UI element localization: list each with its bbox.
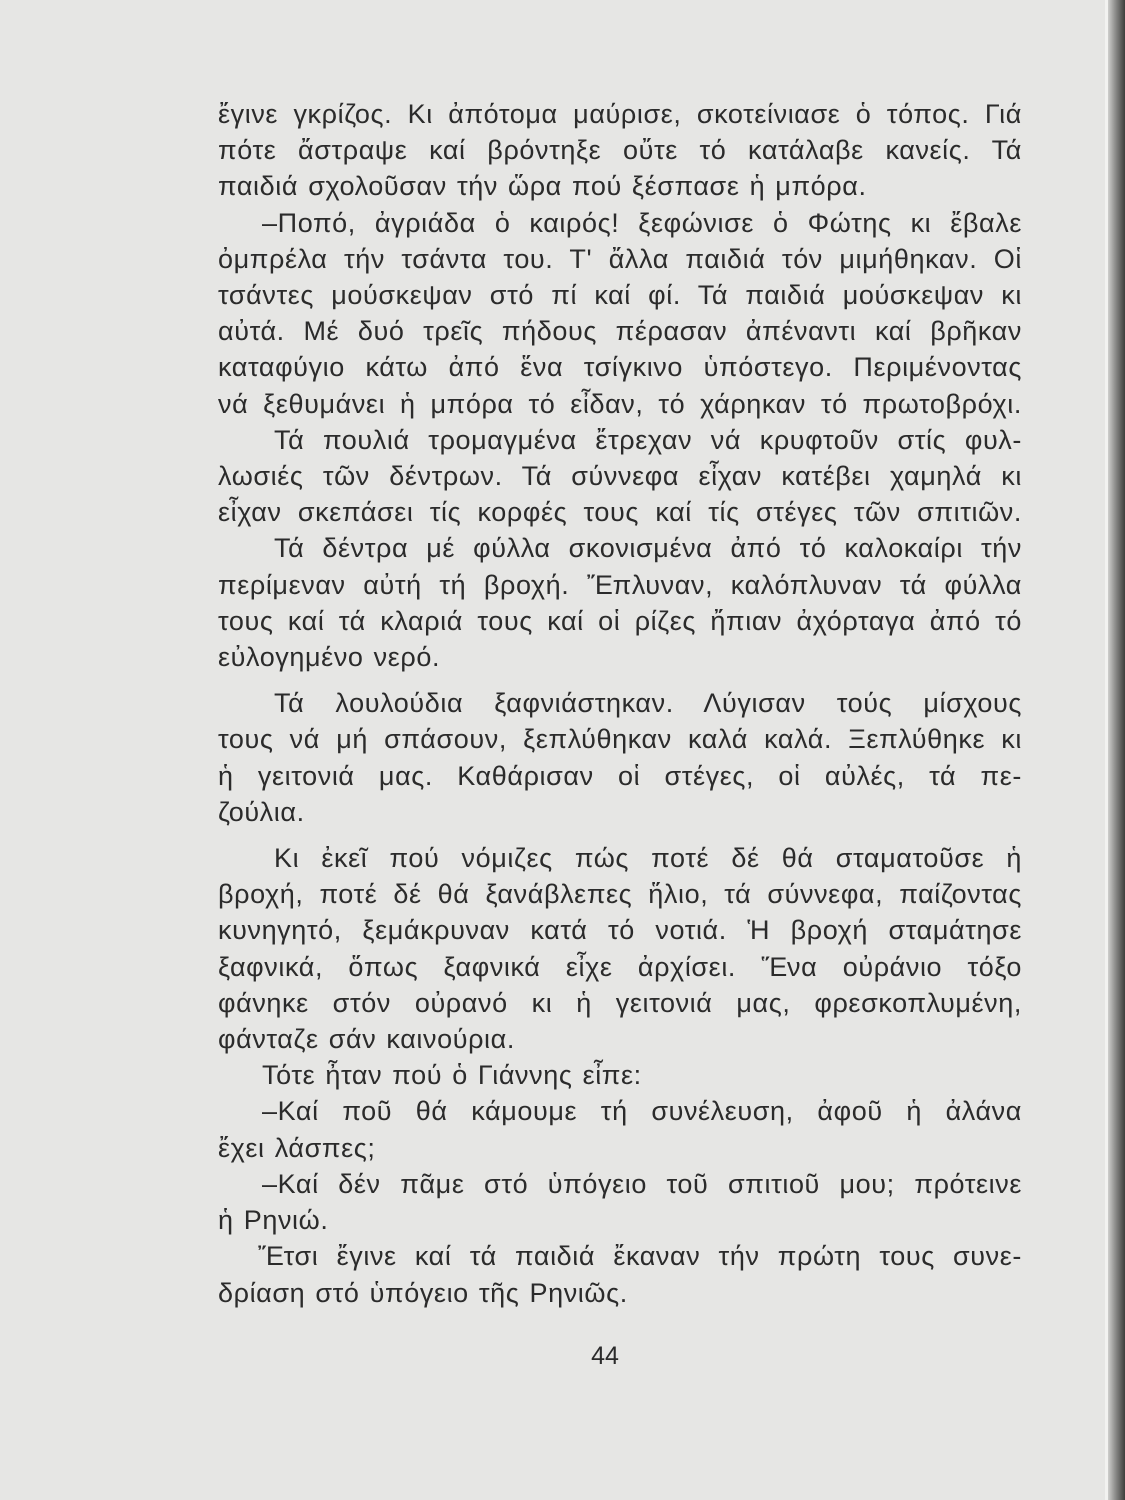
text-line: αὐτά. Μέ δυό τρεῖς πήδους πέρασαν ἀπέναντι καί βρῆκαν: [218, 316, 1022, 347]
text-line: Τότε ἦταν πού ὁ Γιάννης εἶπε:: [262, 1060, 642, 1091]
text-line: τσάντες μούσκεψαν στό πί καί φί. Τά παιδιά μούσκεψαν κι: [218, 280, 1022, 311]
text-line: βροχή, ποτέ δέ θά ξανάβλεπες ἥλιο, τά σύννεφα, παίζοντας: [218, 879, 1022, 910]
text-line: πότε ἄστραψε καί βρόντηξε οὔτε τό κατάλαβε κανείς. Τά: [218, 135, 1022, 166]
text-line: ἔγινε γκρίζος. Κι ἀπότομα μαύρισε, σκοτείνιασε ὁ τόπος. Γιά: [218, 99, 1022, 129]
text-line: καταφύγιο κάτω ἀπό ἕνα τσίγκινο ὑπόστεγο. Περιμένοντας: [218, 352, 1022, 383]
text-line: Ἔτσι ἔγινε καί τά παιδιά ἔκαναν τήν πρώτη τους συνε-: [258, 1241, 1022, 1272]
paragraph-8: [218, 1093, 1022, 1165]
text-line: –Καί ποῦ θά κάμουμε τή συνέλευση, ἀφοῦ ἡ ἀλάνα: [262, 1096, 1022, 1127]
paragraph-3: [218, 422, 1022, 531]
paragraph-4: [218, 530, 1022, 675]
text-line: φάνταζε σάν καινούρια.: [218, 1024, 515, 1055]
paragraph-7: [218, 1057, 1022, 1093]
text-line: Τά πουλιά τρομαγμένα ἔτρεχαν νά κρυφτοῦν στίς φυλ-: [274, 424, 1022, 455]
text-line: Κι ἐκεῖ πού νόμιζες πώς ποτέ δέ θά σταματοῦσε ἡ: [274, 843, 1022, 874]
text-line: λωσιές τῶν δέντρων. Τά σύννεφα εἶχαν κατέβει χαμηλά κι: [218, 461, 1022, 492]
paragraph-9: [218, 1166, 1022, 1238]
book-spine: [1108, 0, 1125, 1500]
text-line: τους καί τά κλαριά τους καί οἱ ρίζες ἤπιαν ἀχόρταγα ἀπό τό: [218, 605, 1022, 636]
text-line: ἡ γειτονιά μας. Καθάρισαν οἱ στέγες, οἱ αὐλές, τά πε-: [218, 760, 1022, 791]
text-line: –Ποπό, ἀγριάδα ὁ καιρός! ξεφώνισε ὁ Φώτης κι ἔβαλε: [262, 207, 1022, 238]
page-number: 44: [591, 1342, 619, 1370]
paragraph-10: [218, 1238, 1022, 1310]
paragraph-1: [218, 96, 1022, 205]
text-line: τους νά μή σπάσουν, ξεπλύθηκαν καλά καλά. Ξεπλύθηκε κι: [218, 724, 1022, 755]
body-text: [218, 96, 1022, 1311]
text-line: δρίαση στό ὑπόγειο τῆς Ρηνιῶς.: [218, 1277, 628, 1308]
text-line: παιδιά σχολοῦσαν τήν ὥρα πού ξέσπασε ἡ μπόρα.: [218, 171, 867, 202]
paragraph-6: [218, 840, 1022, 1057]
text-line: ἔχει λάσπες;: [218, 1132, 376, 1163]
text-line: ζούλια.: [218, 796, 305, 827]
paragraph-5: [218, 685, 1022, 830]
text-line: ἡ Ρηνιώ.: [218, 1205, 329, 1236]
text-line: εὐλογημένο νερό.: [218, 642, 441, 673]
text-line: –Καί δέν πᾶμε στό ὑπόγειο τοῦ σπιτιοῦ μου; πρότεινε: [262, 1168, 1022, 1199]
text-line: Τά δέντρα μέ φύλλα σκονισμένα ἀπό τό καλοκαίρι τήν: [274, 533, 1022, 564]
paragraph-2: [218, 205, 1022, 422]
text-line: νά ξεθυμάνει ἡ μπόρα τό εἶδαν, τό χάρηκαν τό πρωτοβρόχι.: [218, 388, 1022, 419]
text-line: ξαφνικά, ὅπως ξαφνικά εἶχε ἀρχίσει. Ἕνα οὐράνιο τόξο: [218, 951, 1022, 982]
text-line: κυνηγητό, ξεμάκρυναν κατά τό νοτιά. Ἡ βροχή σταμάτησε: [218, 915, 1022, 946]
text-line: εἶχαν σκεπάσει τίς κορφές τους καί τίς στέγες τῶν σπιτιῶν.: [218, 497, 1022, 528]
text-line: φάνηκε στόν οὐρανό κι ἡ γειτονιά μας, φρεσκοπλυμένη,: [218, 987, 1022, 1018]
text-line: ὀμπρέλα τήν τσάντα του. Τ' ἄλλα παιδιά τόν μιμήθηκαν. Οἱ: [218, 243, 1022, 274]
text-line: Τά λουλούδια ξαφνιάστηκαν. Λύγισαν τούς μίσχους: [274, 688, 1022, 719]
text-line: περίμεναν αὐτή τή βροχή. Ἔπλυναν, καλόπλυναν τά φύλλα: [218, 569, 1022, 600]
